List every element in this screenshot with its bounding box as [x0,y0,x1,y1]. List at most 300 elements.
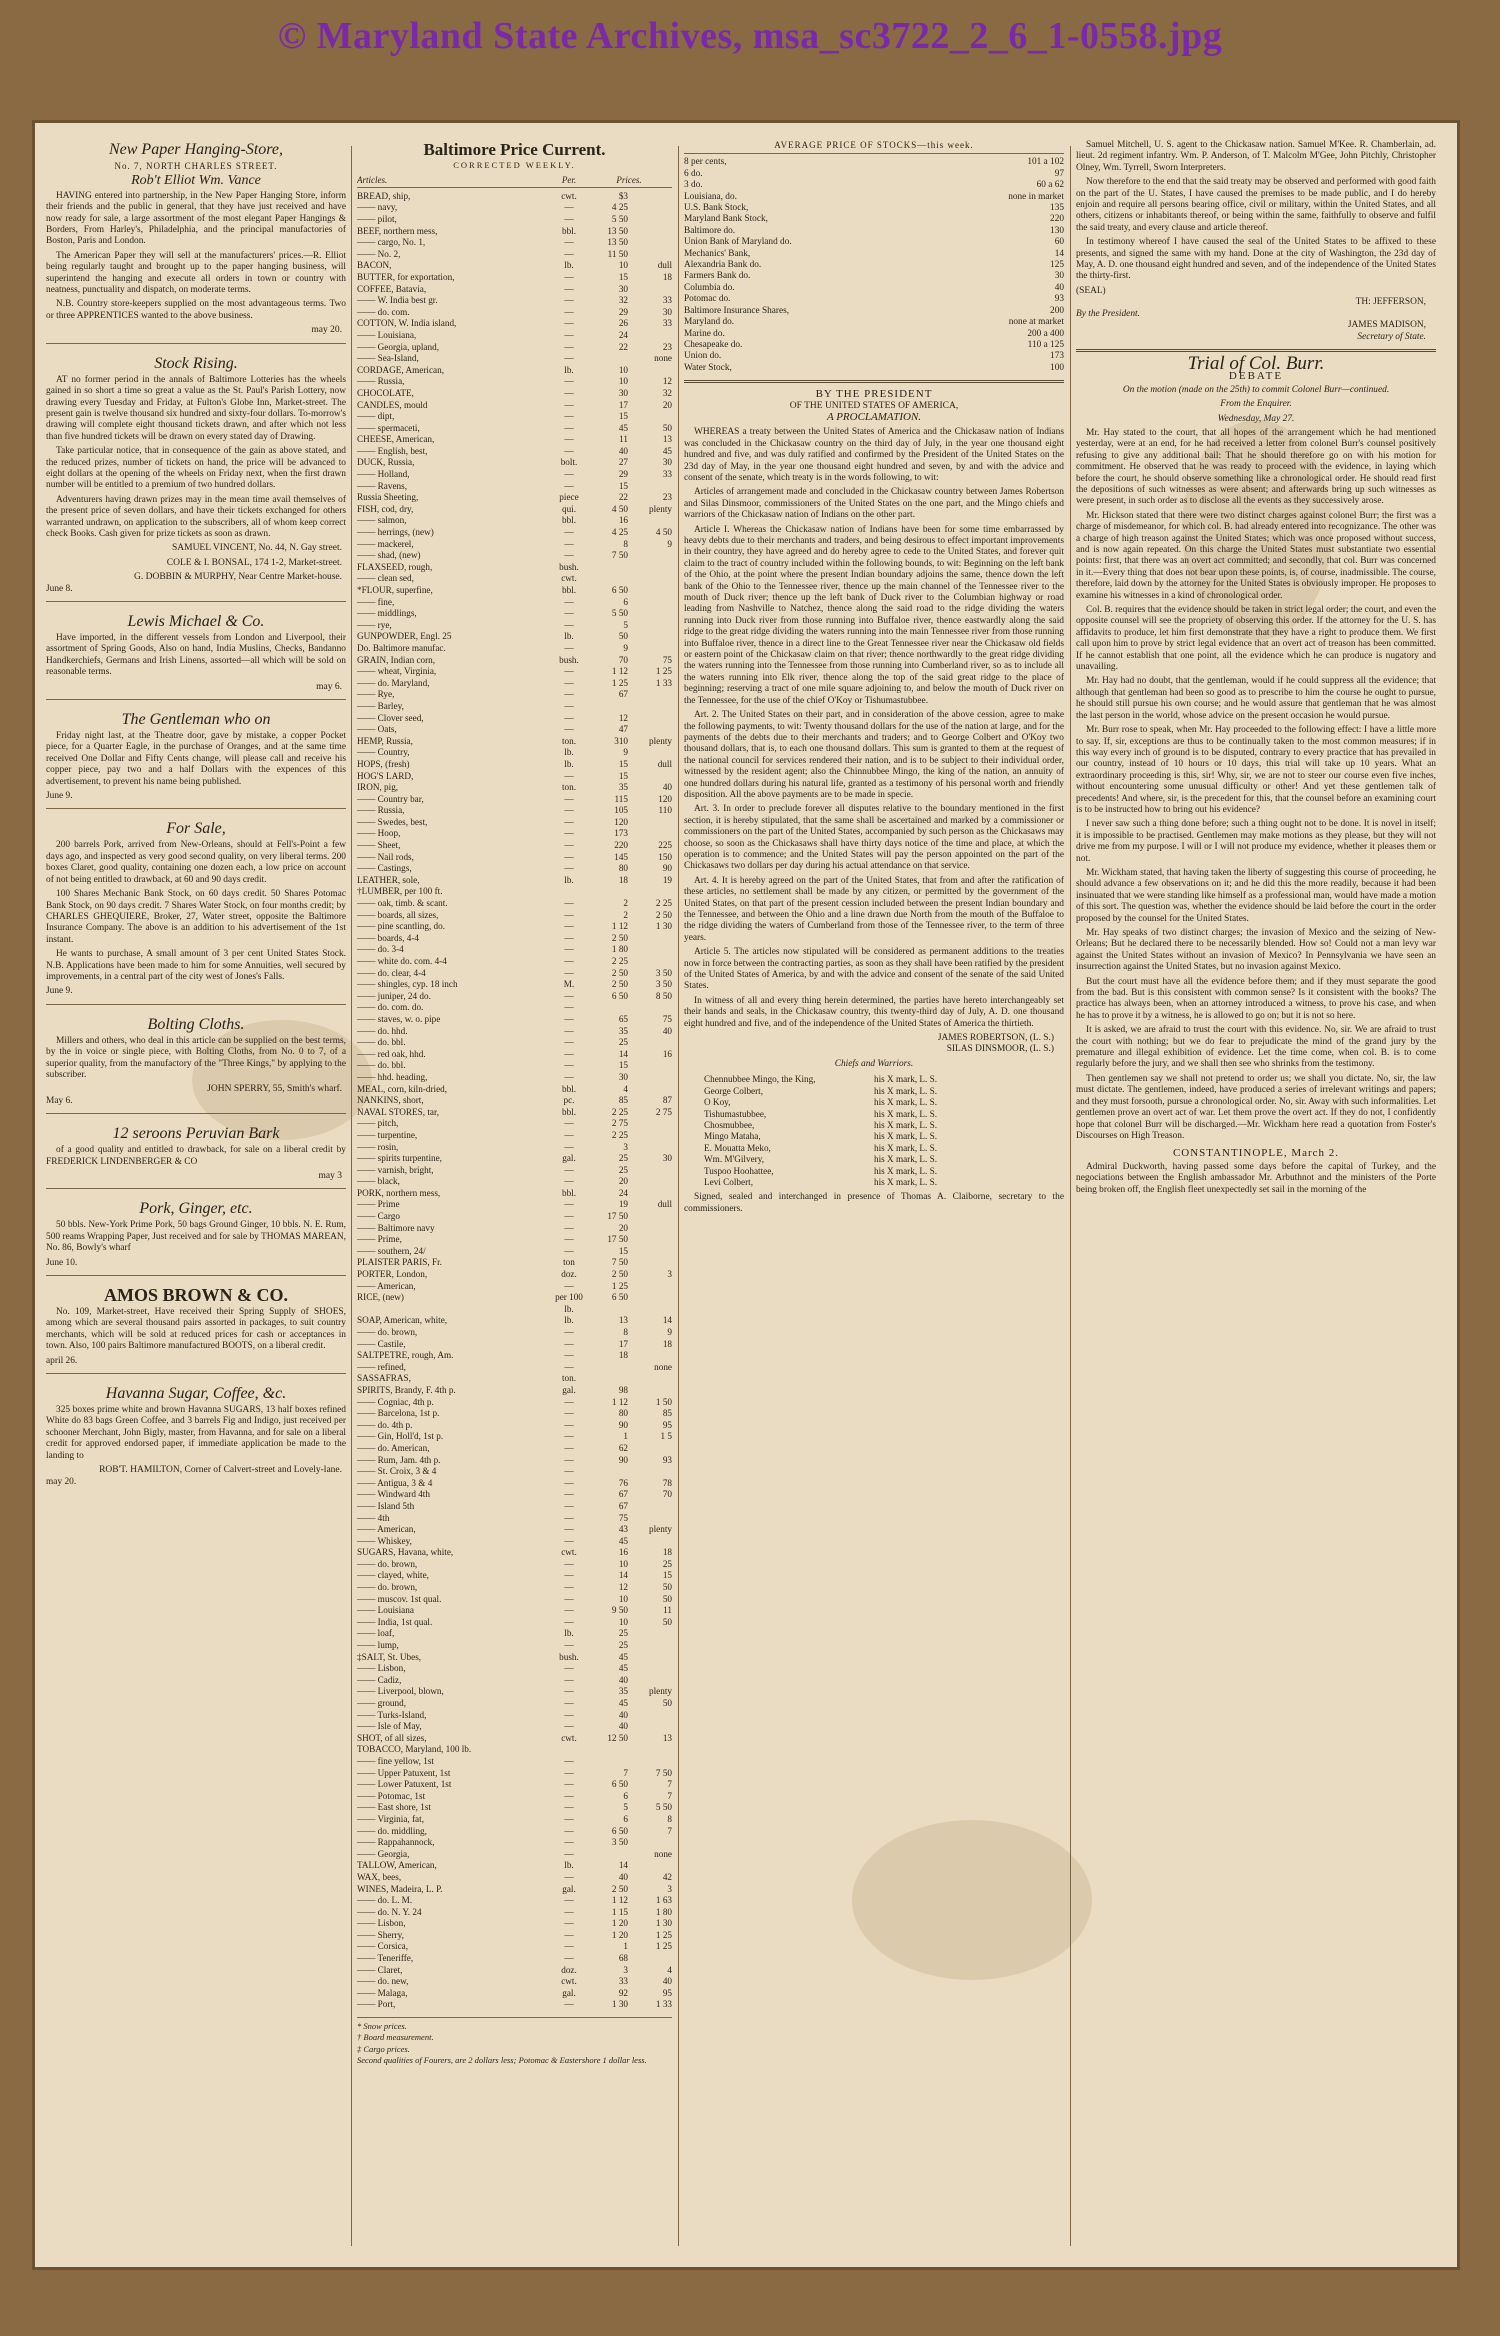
price-from: 24 [618,329,628,340]
price-to [628,886,672,898]
price-unit: — [564,1408,574,1419]
price-to [628,1466,672,1478]
newspaper-page [32,120,1460,2270]
chief-name: Chosmubbee, [704,1119,755,1130]
price-row [357,1060,672,1072]
price-row [357,1872,672,1884]
archive-watermark-banner: © Maryland State Archives, msa_sc3722_2_6_1-0558.jpg [277,15,1223,57]
price-row [357,550,672,562]
price-from: 15 [618,1060,628,1071]
price-unit: — [564,550,574,561]
price-article: —— do. bbl. [357,1037,406,1048]
price-unit: bush. [559,561,579,572]
price-to [628,1744,672,1756]
price-unit: piece [559,492,579,503]
price-unit: — [564,1350,574,1361]
ad-date: June 10. [46,1257,78,1268]
proclamation-paragraph: Article 5. The articles now stipulated will be considered as permanent additions to the treaties now in force between the contracting parties, as soon as they shall have been ratified by the president of the United States of America, by and with the advice and consent of the senate of the said United States. [684,947,1064,992]
price-from: 16 [618,1547,628,1558]
price-unit: — [564,399,574,410]
price-to: 93 [662,1454,672,1465]
price-to: 25 [662,1558,672,1569]
price-article: —— Holland, [357,469,410,480]
price-from: 5 50 [611,214,628,224]
stock-name: 8 per cents, [684,157,727,168]
column-rule [1070,146,1071,2246]
price-unit: — [564,480,574,491]
price-unit: pc. [563,1095,575,1106]
price-from: 10 [618,364,628,375]
price-row [357,214,672,226]
stock-name: Columbia do. [684,282,735,293]
stocks-proclamation-column [684,140,1064,2250]
price-from: 80 [618,1408,628,1419]
witness-list: Samuel Mitchell, U. S. agent to the Chickasaw nation. Samuel M'Kee. R. Chamberlain, ad. lieut. 2d regiment infantry. Wm. P. Anderson, of T. Malcolm M'Gee, John Pitchly, Christopher Olney, Wm. Tyrrell, Sworn Interpreters. [1076,140,1436,173]
proclamation-paragraph: Art. 2. The United States on their part, and in consideration of the above cession, agree to make the following payments, to wit: Twenty thousand dollars for the use of the nation at large, and for the payments of the debts due to their merchants and traders; and to George Colbert and O'Koy two thousand dollars, that is, to each one thousand dollars. This sum is granted to them at the request of the national council for services rendered their nation, and is to be subject to their individual order, witnessed by the resident agent; also the Chinnubbee Mingo, the king of the nation, an annuity of one hundred dollars during his natural life, granted as a testimony of his personal worth and friendly disposition. All the above payments are to be made in specie. [684,710,1064,800]
price-row [357,631,672,643]
price-row [357,434,672,446]
price-row [357,597,672,609]
price-from: 9 [623,642,628,653]
proclamation-paragraph: Article I. Whereas the Chickasaw nation of Indians have been for some time embarrassed by heavy debts due to their merchants and traders, and being desirous to effect important improvements in their country, they have agreed and do hereby agree to cede to the United States, and forever quit claim to the tract of country included within the following bounds, to wit: Beginning on the left bank of the Ohio, at the point where the present Indian boundary adjoins the same, thence down the left bank of the Ohio to the Tennessee river, thence up the main channel of the Tennessee river to the mouth of Duck river; thence up the left bank of Duck river to the Columbian highway or road leading from Nashville to Natchez, thence along the said road to the ridge dividing the waters running into Duck river from those running into Buffaloe river, thence eastwardly along the said ridge to the great ridge dividing the waters running into the main Tennessee river from those running into Buffaloe river, thence in a direct line to the Great Tennessee river near the Chickasaw old fields or eastern point of the Chickasaw claim on that river; thence northwardly to the great ridge dividing the waters running into the Tennessee from those running into Cumberland river, so as to include all the waters running into Elk river, thence along the top of the said great ridge to the place of beginning; reserving a tract of one mile square adjoining to, and below the mouth of Duck river on the Tennessee, for the use of the chief O'Koy or Tishumastubbee. [684,524,1064,706]
price-to [628,1663,672,1675]
price-unit: — [564,1605,574,1616]
price-unit: — [564,1825,574,1836]
price-unit: — [564,527,574,538]
price-article: —— Country, [357,747,410,758]
stock-row [684,157,1064,168]
price-row [357,1953,672,1965]
stock-name: Chesapeake do. [684,339,743,350]
price-from: 16 [618,515,628,526]
price-unit: — [564,422,574,433]
ad-body: 50 bbls. New-York Prime Pork, 50 bags Ground Ginger, 10 bbls. N. E. Rum, 500 reams Wrapping Paper, Just received and for sale by THOMAS MAREAN, No. 86, Bowly's wharf [46,1220,346,1254]
price-from: 2 75 [611,1118,628,1129]
price-from: 40 [618,1709,628,1720]
price-row [357,1211,672,1223]
price-unit: lb. [564,1628,574,1639]
price-row [357,249,672,261]
price-article: NANKINS, short, [357,1095,424,1106]
constantinople-heading: CONSTANTINOPLE, March 2. [1172,1147,1340,1160]
price-article: —— middlings, [357,608,417,619]
price-to [628,573,672,585]
price-row [357,1907,672,1919]
price-unit: — [564,1698,574,1708]
price-unit: lb. [564,747,574,758]
chief-mark: his X mark, L. S. [874,1154,938,1165]
price-from: 98 [618,1384,628,1395]
price-article: *FLOUR, superfine, [357,585,433,595]
price-from: 5 [623,619,628,630]
price-to [628,1385,672,1397]
price-unit: — [564,1199,574,1210]
price-from: 10 [618,1593,628,1604]
price-to [628,933,672,945]
price-unit: — [564,341,574,352]
price-unit: lb. [564,874,574,885]
stock-name: Baltimore do. [684,225,736,236]
price-from: 45 [618,1663,628,1674]
stock-price: none in market [1008,191,1064,202]
price-from [586,1362,628,1374]
price-row [357,1652,672,1664]
price-article: —— Windward 4th [357,1489,430,1500]
price-unit: — [564,1442,574,1453]
for-sale-ad [46,819,346,1004]
price-row [357,1536,672,1548]
price-unit: ton [563,1257,575,1268]
price-row [357,573,672,585]
price-from: 120 [614,816,628,827]
price-row [357,585,672,597]
chief-name: Levi Colbert, [704,1176,753,1187]
price-from [586,701,628,713]
price-to [628,284,672,296]
price-article: RICE, (new) [357,1292,404,1303]
price-article: —— do. brown, [357,1582,418,1593]
price-unit: — [564,700,574,711]
price-unit: — [564,1674,574,1685]
price-article: —— do. hhd. [357,1025,408,1036]
section-divider [1076,349,1436,352]
price-from: 29 [618,306,628,317]
price-unit: bush. [559,654,579,665]
price-to: 18 [662,271,672,282]
price-from: 27 [618,457,628,468]
price-unit: — [564,840,574,851]
price-row [357,655,672,667]
ad-title: For Sale, [166,820,226,838]
price-article: Do. Baltimore manufac. [357,642,446,653]
price-to [628,1188,672,1200]
price-from: 85 [618,1095,628,1106]
price-article: —— Georgia, [357,1848,410,1859]
price-article: —— Clover seed, [357,712,424,723]
proclamation-paragraph: Now therefore to the end that the said treaty may be observed and performed with good faith on the part of the U. States, I have caused the premises to be made public, and I do hereby enjoin and require all persons bearing office, civil or military, within the United States, and all others, citizens or inhabitants thereof, or being within the same, faithfully to observe and fulfil the said treaty, and every clause and article thereof. [1076,177,1436,233]
price-to: 75 [662,1013,672,1024]
ad-title: Bolting Cloths. [147,1015,245,1033]
price-article: —— Antigua, 3 & 4 [357,1477,433,1488]
price-to [628,1118,672,1130]
price-article: —— wheat, Virginia, [357,666,437,677]
price-article: —— Port, [357,1999,396,2010]
chief-mark: his X mark, L. S. [874,1119,938,1130]
price-from: 15 [618,271,628,282]
price-article: —— rosin, [357,1141,399,1152]
price-article: —— Potomac, 1st [357,1790,426,1801]
stock-price: 101 a 102 [1027,157,1064,168]
price-to: 8 50 [655,990,672,1001]
chief-name: O Koy, [704,1097,731,1108]
price-to: plenty [649,1686,672,1697]
price-article: —— Barley, [357,700,404,711]
price-article: —— do. 4th p. [357,1419,413,1430]
price-article: BACON, [357,260,392,271]
price-from: 30 [618,387,628,398]
price-unit: M. [563,979,575,990]
chiefs-heading: Chiefs and Warriors. [834,1058,914,1069]
ad-address: No. 7, NORTH CHARLES STREET. [114,161,278,171]
price-article: —— Upper Patuxent, 1st [357,1767,451,1778]
price-article: SALTPETRE, rough, Am. [357,1350,454,1361]
price-article: CHEESE, American, [357,434,435,445]
price-current-title: Baltimore Price Current. [423,140,606,159]
price-from: 10 [618,376,628,387]
price-row [357,1002,672,1014]
price-to: 2 75 [655,1106,672,1117]
price-to: 50 [662,1698,672,1708]
price-from: 11 50 [607,248,628,259]
price-to: none [654,353,672,364]
secretary-role: Secretary of State. [1357,331,1426,342]
price-article: SPIRITS, Brandy, F. 4th p. [357,1384,456,1395]
price-from: 35 [618,1686,628,1697]
price-row [357,1292,672,1315]
chief-name: E. Mouatta Meko, [704,1142,771,1153]
price-article: —— pilot, [357,214,397,224]
price-from: 90 [618,1454,628,1465]
price-row [357,342,672,354]
price-from: 25 [618,1164,628,1175]
price-from: 2 25 [611,956,628,966]
price-article: NAVAL STORES, tar, [357,1106,439,1117]
price-unit: — [564,1663,574,1674]
price-row [357,237,672,249]
price-from: 40 [618,1674,628,1685]
price-to: 9 [667,538,672,549]
price-article: —— fine, [357,596,395,607]
price-unit: — [564,793,574,804]
price-row [357,562,672,574]
price-from: 20 [618,1222,628,1233]
price-to: 42 [662,1871,672,1882]
price-from: 6 50 [611,1779,628,1790]
price-unit: — [564,1918,574,1929]
price-row [357,852,672,864]
price-to: 30 [662,1153,672,1164]
stock-row [684,169,1064,180]
trial-heading: Trial of Col. Burr. [1187,352,1325,374]
price-unit: — [564,1025,574,1036]
price-article: —— muscov. 1st qual. [357,1593,442,1604]
price-article: —— Barcelona, 1st p. [357,1408,440,1419]
price-unit: — [564,1500,574,1511]
price-to [628,365,672,377]
stock-row [684,226,1064,237]
price-row [357,933,672,945]
price-to: none [654,1848,672,1859]
price-from: 24 [618,1187,628,1198]
price-from: 15 [618,758,628,769]
price-from: 9 [623,747,628,758]
price-unit: — [564,295,574,306]
price-row [357,1988,672,2000]
price-article: —— refined, [357,1361,406,1372]
price-article: —— Louisiana, [357,329,417,340]
price-article: CORDAGE, American, [357,364,445,375]
price-article: —— Rum, Jam. 4th p. [357,1454,441,1465]
price-unit: — [564,1570,574,1581]
price-article: —— hhd. heading, [357,1071,428,1082]
price-from: 13 50 [607,237,628,248]
price-unit: — [564,1013,574,1024]
price-unit: — [564,1176,574,1187]
ad-title: Lewis Michael & Co. [127,613,265,630]
news-paragraph: Admiral Duckworth, having passed some days before the capital of Turkey, and the negociations between the English ambassador Mr. Arbuthnot and the ministers of the Porte being broken off, the English fleet unexpectedly set sail in the morning of the [1076,1161,1436,1195]
price-unit: — [564,353,574,364]
price-article: —— ground, [357,1698,406,1708]
price-from: 1 15 [611,1906,628,1917]
price-from: 25 [618,1153,628,1164]
price-to: 1 33 [655,1999,672,2010]
price-to [628,1710,672,1722]
price-article: —— Castile, [357,1338,406,1349]
stock-name: Potomac do. [684,294,731,305]
president-signature: TH: JEFFERSON, [1355,297,1426,308]
price-to: 3 [667,1883,672,1894]
price-unit: — [564,1953,574,1964]
price-row [357,1663,672,1675]
price-article: —— pitch, [357,1118,399,1129]
price-to: 7 50 [655,1767,672,1778]
section-divider [684,380,1064,383]
price-article: FLAXSEED, rough, [357,561,433,572]
price-from: $3 [618,190,628,201]
price-row [357,979,672,991]
price-row [357,1884,672,1896]
price-to: 16 [662,1048,672,1059]
price-article: —— navy, [357,202,398,213]
price-to: 18 [662,1547,672,1558]
price-note: † Board measurement. [357,2032,434,2043]
price-article: —— red oak, hhd. [357,1048,426,1059]
price-row [357,226,672,238]
price-unit: cwt. [561,573,577,584]
price-row [357,1223,672,1235]
price-to: 30 [662,306,672,317]
price-unit: — [564,1037,574,1048]
price-from: 15 [618,411,628,422]
price-unit: doz. [561,1964,577,1975]
price-unit: — [564,538,574,549]
price-to [628,1953,672,1965]
price-row [357,782,672,794]
price-article: —— Ravens, [357,480,408,491]
price-from: 2 [623,898,628,909]
price-unit: bbl. [561,515,577,526]
price-row [357,771,672,783]
price-from [586,353,628,365]
price-unit: — [564,828,574,839]
header-articles: Articles. [357,175,388,186]
price-unit: — [564,1466,574,1477]
price-to: 3 50 [655,979,672,990]
price-unit: — [564,283,574,294]
price-to [628,1211,672,1223]
price-article: —— do. Maryland, [357,677,430,688]
stock-row [684,317,1064,328]
bolting-cloths-ad [46,1015,346,1114]
price-from: 2 50 [611,1269,628,1280]
price-unit: ton. [561,1373,577,1384]
price-to [628,1443,672,1455]
price-unit: — [564,932,574,943]
price-unit: — [564,1454,574,1465]
stock-price: 125 [1050,260,1064,271]
price-unit: — [564,1477,574,1488]
price-row [357,608,672,620]
price-to [628,597,672,609]
price-notes [357,2017,672,2067]
ad-title: Stock Rising. [154,354,238,372]
price-to: 70 [662,1489,672,1500]
price-article: —— No. 2, [357,248,401,259]
price-unit: — [564,1871,574,1882]
price-article: —— Georgia, upland, [357,341,439,352]
price-from: 90 [618,1419,628,1430]
price-row [357,701,672,713]
price-row [357,1594,672,1606]
price-from: 20 [618,1176,628,1187]
price-from: 6 50 [611,585,628,595]
price-to: 45 [662,445,672,456]
price-unit: — [564,1361,574,1372]
price-row [357,260,672,272]
price-from [586,1744,628,1756]
price-row [357,1188,672,1200]
price-from: 6 [623,1790,628,1801]
price-article: †LUMBER, per 100 ft. [357,886,443,897]
price-unit: — [564,642,574,653]
price-unit: bush. [559,1651,579,1662]
ad-date: may 20. [311,325,342,336]
price-to: 1 25 [655,1929,672,1940]
price-unit: — [564,898,574,909]
price-to [628,411,672,423]
price-article: —— India, 1st qual. [357,1616,433,1627]
price-unit: bolt. [560,457,578,468]
price-unit: — [564,1234,574,1245]
price-to: 90 [662,863,672,874]
price-from: 4 25 [611,527,628,538]
stock-price: 40 [1054,282,1064,293]
trial-paragraph: Mr. Hay had no doubt, that the gentleman, would if he could suppress all the evidence; that although that gentleman had been so good as to prescribe to him the course he ought to pursue, he should still pursue his own course; and he would assure that gentleman that he was almost the last person in the world, whose advice on the present occasion he would pursue. [1076,676,1436,721]
price-article: —— Virginia, fat, [357,1813,424,1824]
price-to: 18 [662,1338,672,1349]
price-to [628,956,672,968]
price-from: 145 [614,851,628,862]
price-from: 18 [618,1350,628,1361]
price-unit: — [564,1512,574,1523]
price-row [357,875,672,887]
price-from: 40 [618,445,628,456]
price-from: 12 50 [607,1732,628,1743]
stock-name: Maryland Bank Stock, [684,214,768,225]
price-row [357,330,672,342]
price-to [628,631,672,643]
price-current-subtitle: CORRECTED WEEKLY. [453,160,576,170]
price-from: 9 50 [611,1605,628,1616]
price-article: —— varnish, bright, [357,1164,434,1175]
price-row [357,515,672,527]
price-unit: — [564,1906,574,1917]
price-unit: — [564,1431,574,1442]
ad-date: may 20. [46,1476,77,1487]
price-row [357,446,672,458]
price-from: 43 [618,1524,628,1535]
price-row [357,1779,672,1791]
